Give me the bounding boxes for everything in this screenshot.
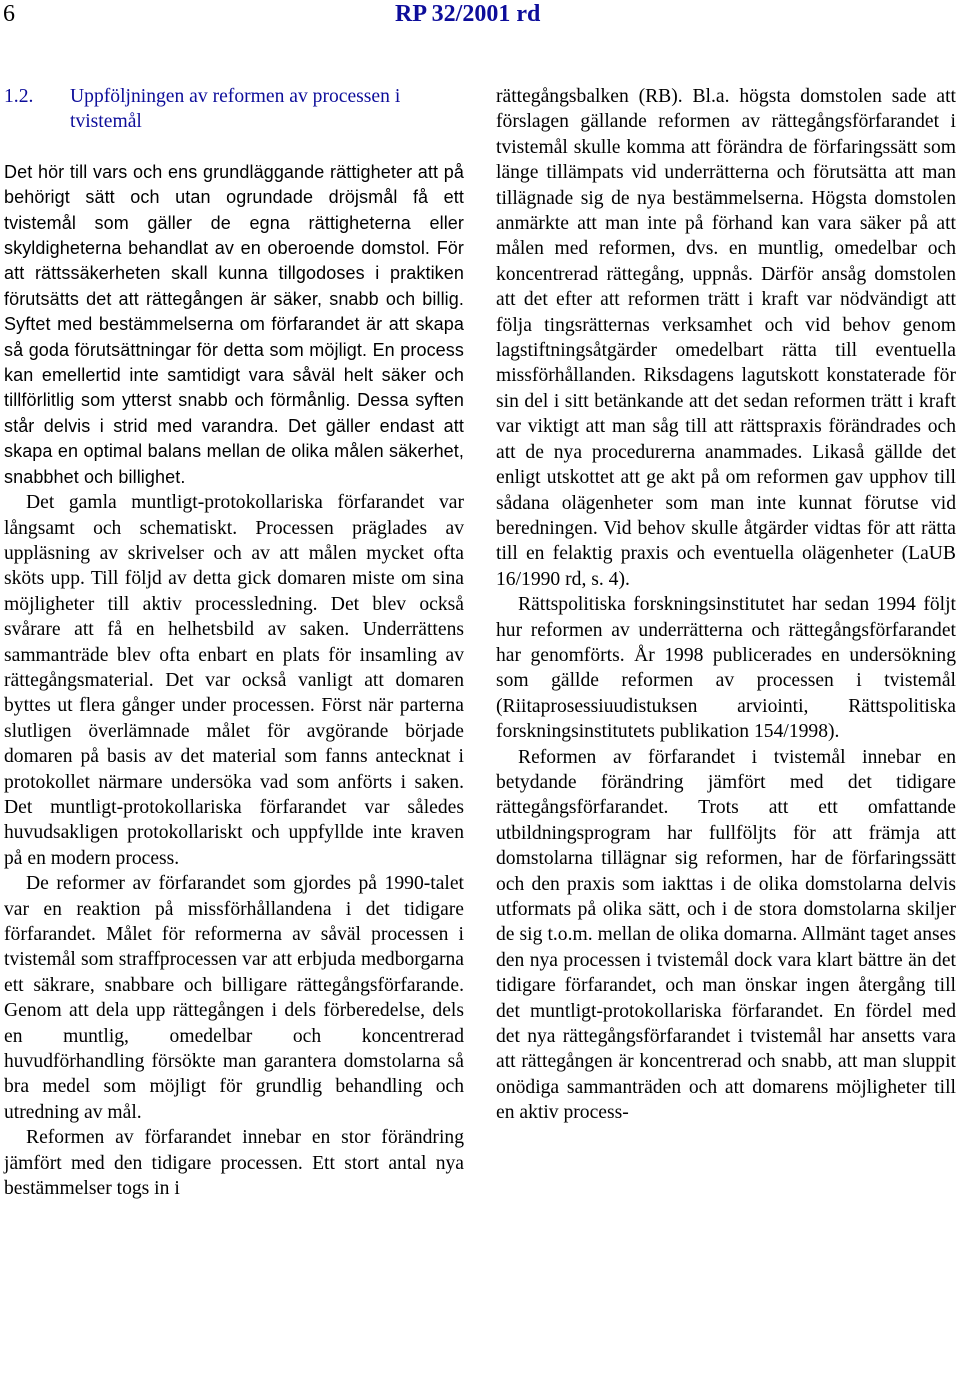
section-number: 1.2. (4, 86, 34, 107)
page-number: 6 (3, 1, 15, 27)
heading-spacer (4, 135, 464, 160)
section-title: Uppföljningen av reformen av processen i tvistemål (70, 86, 401, 133)
running-title: RP 32/2001 rd (395, 1, 541, 27)
paragraph-reform-change: Reformen av förfarandet innebar en stor förändring jämfört med den tidigare processen. Ett stort antal nya bestämmelser togs in i (4, 1127, 464, 1200)
left-column (4, 84, 464, 1201)
paragraph-intro: Det hör till vars och ens grundläggande rättigheter att på behörigt sätt och utan ogrundade dröjsmål få ett tvistemål som gäller de egna rättigheterna eller skyldigheterna behandlat av en oberoende domstol. För att rättssäkerheten skall kunna tillgodoses i praktiken förutsätts det att rättegången är säker, snabb och billig. Syftet med bestämmelserna om förfarandet är att skapa så goda förutsättningar för detta som möjligt. En process kan emellertid inte samtidigt vara såväl helt säker och tillförlitlig som ytterst snabb och förmånlig. Dessa syften står delvis i strid med varandra. Det gäller endast att skapa en optimal balans mellan de olika målen säkerhet, snabbhet och billighet. (4, 161, 464, 487)
paragraph-supreme-court: rättegångsbalken (RB). Bl.a. högsta domstolen sade att förslagen gällande reformen av rättegångsförfarandet i tvistemål skulle komma att förändra de förfaringssätt som länge tillämpats vid underrätterna och förutsätta att man tillägnade sig de nya bestämmelserna. Högsta domstolen anmärkte att man inte på förhand kan vara säker på att målen med reformen, dvs. en muntlig, omedelbar och koncentrerad rättegång, uppnås. Därför ansåg domstolen att det efter att reformen trätt i kraft var nödvändigt att följa tingsrätternas verksamhet och vid behov genom lagstiftningsåtgärder omedelbart rätta till eventuella missförhållanden. Riksdagens lagutskott konstaterade för sin del i sitt betänkande att det sedan reformen trätt i kraft var viktigt att man såg till att rättspraxis förändrades och att de nya procedurerna anammades. Likaså gällde det enligt utskottet att ge akt på om reformen gav upphov till sådana olägenheter som man inte kunnat förutse vid beredningen. Vid behov skulle åtgärder vidtas för att rätta till en felaktig praxis och eventuella olägenheter (LaUB 16/1990 rd, s. 4). (496, 86, 956, 590)
right-column (496, 84, 956, 1126)
paragraph-reform-evaluation: Reformen av förfarandet i tvistemål innebar en betydande förändring jämfört med det tidigare rättegångsförfarandet. Trots att ett omfattande utbildningsprogram har fullföljts för att främja att domstolarna tillägnar sig reformen, har de förfaringssätt och den praxis som iakttas i de olika domstolarna delvis utformats på olika sätt, och i de stora domstolarna skiljer de sig t.o.m. mellan de olika domarna. Allmänt taget anses den nya processen i tvistemål dock vara klart bättre än det tidigare förfarandet, och man önskar ingen återgång till det muntligt-protokollariska förfarandet. En fördel med det nya rättegångsförfarandet i tvistemål har ansetts vara att rättegången är koncentrerad och snabb, att man sluppit onödiga sammanträden och att domarens möjligheter till en aktiv process- (496, 746, 956, 1124)
section-heading (4, 84, 464, 135)
paragraph-reforms-1990s: De reformer av förfarandet som gjordes på 1990-talet var en reaktion på missförhållandena i det tidigare förfarandet. Målet för reformerna av såväl processen i tvistemål som straffprocessen var att erbjuda medborgarna ett säkrare, snabbare och billigare rättegångsförfarande. Genom att dela upp rättegången i dels förberedelse, dels en muntlig, omedelbar och koncentrerad huvudförhandling försökte man garantera domstolarna så bra medel som möjligt för grundlig behandling och utredning av mål. (4, 873, 464, 1123)
paragraph-research-institute: Rättspolitiska forskningsinstitutet har sedan 1994 följt hur reformen av underrätterna och rättegångsförfarandet har genomförts. År 1998 publicerades en undersökning som gällde reformen av processen i tvistemål (Riitaprosessiuudistuksen arviointi, Rättspolitiska forskningsinstitutets publikation 154/1998). (496, 594, 956, 743)
paragraph-old-procedure: Det gamla muntligt-protokollariska förfarandet var långsamt och schematiskt. Processen präglades av uppläsning av skrivelser och av att målen mycket ofta sköts upp. Till följd av detta gick domaren miste om sina möjligheter till aktiv processledning. Det blev också svårare att få en helhetsbild av saken. Underrättens sammanträde blev ofta enbart en plats för insamling av rättegångsmaterial. Det var också vanligt att domaren byttes ut flera gånger under processen. Först när parterna slutligen överlämnade målet för avgörande började domaren på basis av det material som fanns antecknat i protokollet närmare undersöka vad som anförts i saken. Det muntligt-protokollariska förfarandet var således huvudsakligen protokollariskt och uppfyllde inte kraven på en modern process. (4, 492, 464, 869)
page-header (0, 0, 960, 40)
